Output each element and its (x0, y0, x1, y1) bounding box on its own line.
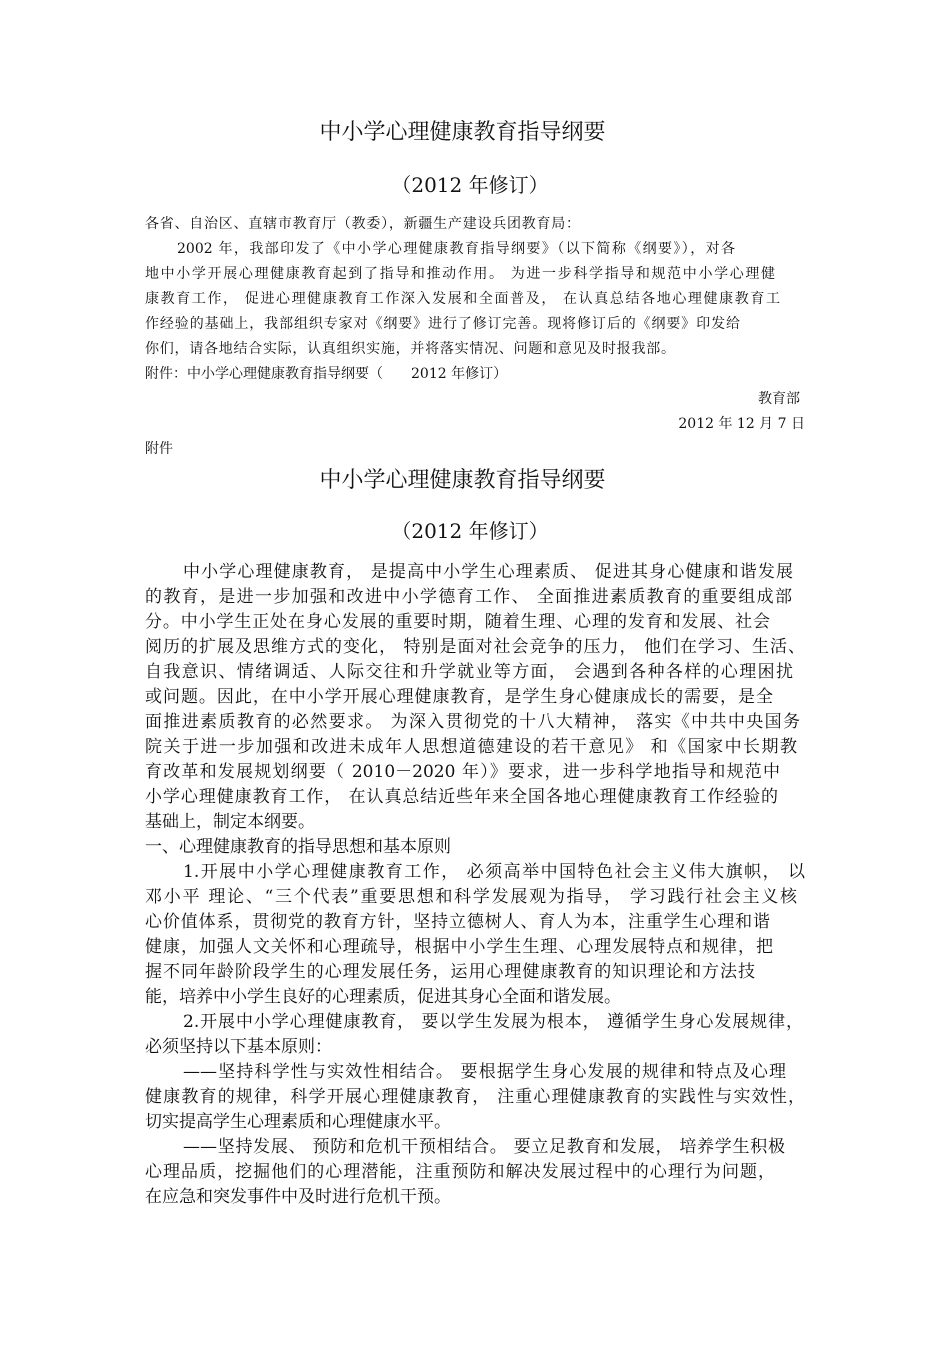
notice-date: 2012 年 12 月 7 日 (678, 416, 805, 432)
intro-paragraph-line: 院关于进一步加强和改进未成年人思想道德建设的若干意见》 和《国家中长期教 (145, 737, 797, 757)
guiding-principle-line: 1.开展中小学心理健康教育工作， 必须高举中国特色社会主义伟大旗帜， 以 (183, 862, 805, 882)
guiding-principle-line: 健康，加强人文关怀和心理疏导，根据中小学生生理、心理发展特点和规律，把 (145, 937, 773, 957)
guiding-principle-line: 邓小平 理论、“三个代表”重要思想和科学发展观为指导， 学习践行社会主义核 (145, 887, 797, 907)
section-heading: 一、心理健康教育的指导思想和基本原则 (145, 837, 451, 857)
outline-body (0, 560, 950, 1210)
principle-item-line: 切实提高学生心理素质和心理健康水平。 (145, 1112, 451, 1132)
intro-paragraph-line: 或问题。因此，在中小学开展心理健康教育，是学生身心健康成长的需要，是全 (145, 687, 773, 707)
intro-paragraph-line: 自我意识、情绪调适、人际交往和升学就业等方面， 会遇到各种各样的心理困扰 (145, 662, 793, 682)
principle-item-line: 在应急和突发事件中及时进行危机干预。 (145, 1187, 451, 1207)
intro-paragraph-line: 小学心理健康教育工作， 在认真总结近些年来全国各地心理健康教育工作经验的 (145, 787, 778, 807)
intro-paragraph-line: 面推进素质教育的必然要求。 为深入贯彻党的十八大精神， 落实《中共中央国务 (145, 712, 800, 732)
principle-item-line: 心理品质，挖掘他们的心理潜能，注重预防和解决发展过程中的心理行为问题， (145, 1162, 775, 1182)
notice-body-line: 你们，请各地结合实际，认真组织实施，并将落实情况、问题和意见及时报我部。 (145, 341, 675, 357)
notice-subtitle: （2012 年修订） (391, 173, 549, 197)
outline-title: 中小学心理健康教育指导纲要 (319, 468, 606, 493)
basic-principle-line: 2.开展中小学心理健康教育， 要以学生发展为根本， 遵循学生身心发展规律， (183, 1012, 803, 1032)
notice-body-line: 2002 年，我部印发了《中小学心理健康教育指导纲要》（以下简称《纲要》），对各 (177, 241, 735, 257)
outline-subtitle: （2012 年修订） (391, 519, 549, 543)
intro-paragraph-line: 的教育，是进一步加强和改进中小学德育工作、 全面推进素质教育的重要组成部 (145, 587, 792, 607)
notice-section (0, 212, 950, 462)
intro-paragraph-line: 阅历的扩展及思维方式的变化， 特别是面对社会竞争的压力， 他们在学习、生活、 (145, 637, 805, 657)
intro-paragraph-line: 分。中小学生正处在身心发展的重要时期，随着生理、心理的发育和发展、社会 (145, 612, 770, 632)
principle-item-line: ——坚持发展、 预防和危机干预相结合。 要立足教育和发展， 培养学生积极 (183, 1137, 785, 1157)
principle-item-line: ——坚持科学性与实效性相结合。 要根据学生身心发展的规律和特点及心理 (183, 1062, 786, 1082)
notice-attachment-line: 附件：中小学心理健康教育指导纲要（ 2012 年修订） (145, 366, 508, 382)
guiding-principle-line: 握不同年龄阶段学生的心理发展任务，运用心理健康教育的知识理论和方法技 (145, 962, 755, 982)
notice-body-line: 作经验的基础上，我部组织专家对《纲要》进行了修订完善。现将修订后的《纲要》印发给 (145, 316, 740, 332)
principle-item-line: 健康教育的规律，科学开展心理健康教育， 注重心理健康教育的实践性与实效性， (145, 1087, 805, 1107)
guiding-principle-line: 能，培养中小学生良好的心理素质，促进其身心全面和谐发展。 (145, 987, 621, 1007)
attachment-label: 附件 (145, 441, 173, 457)
notice-salutation: 各省、自治区、直辖市教育厅（教委），新疆生产建设兵团教育局： (145, 216, 580, 232)
notice-body-line: 地中小学开展心理健康教育起到了指导和推动作用。 为进一步科学指导和规范中小学心理健 (145, 266, 775, 282)
notice-body-line: 康教育工作， 促进心理健康教育工作深入发展和全面普及， 在认真总结各地心理健康教育工 (145, 291, 780, 307)
intro-paragraph-line: 基础上，制定本纲要。 (145, 812, 315, 832)
intro-paragraph-line: 育改革和发展规划纲要（ 2010－2020 年）》要求，进一步科学地指导和规范中 (145, 762, 780, 782)
basic-principle-line: 必须坚持以下基本原则： (145, 1037, 332, 1057)
guiding-principle-line: 心价值体系，贯彻党的教育方针，坚持立德树人、育人为本，注重学生心理和谐 (145, 912, 770, 932)
notice-issuer: 教育部 (758, 391, 800, 407)
intro-paragraph-line: 中小学心理健康教育， 是提高中小学生心理素质、 促进其身心健康和谐发展 (183, 562, 793, 582)
notice-title: 中小学心理健康教育指导纲要 (319, 120, 606, 145)
